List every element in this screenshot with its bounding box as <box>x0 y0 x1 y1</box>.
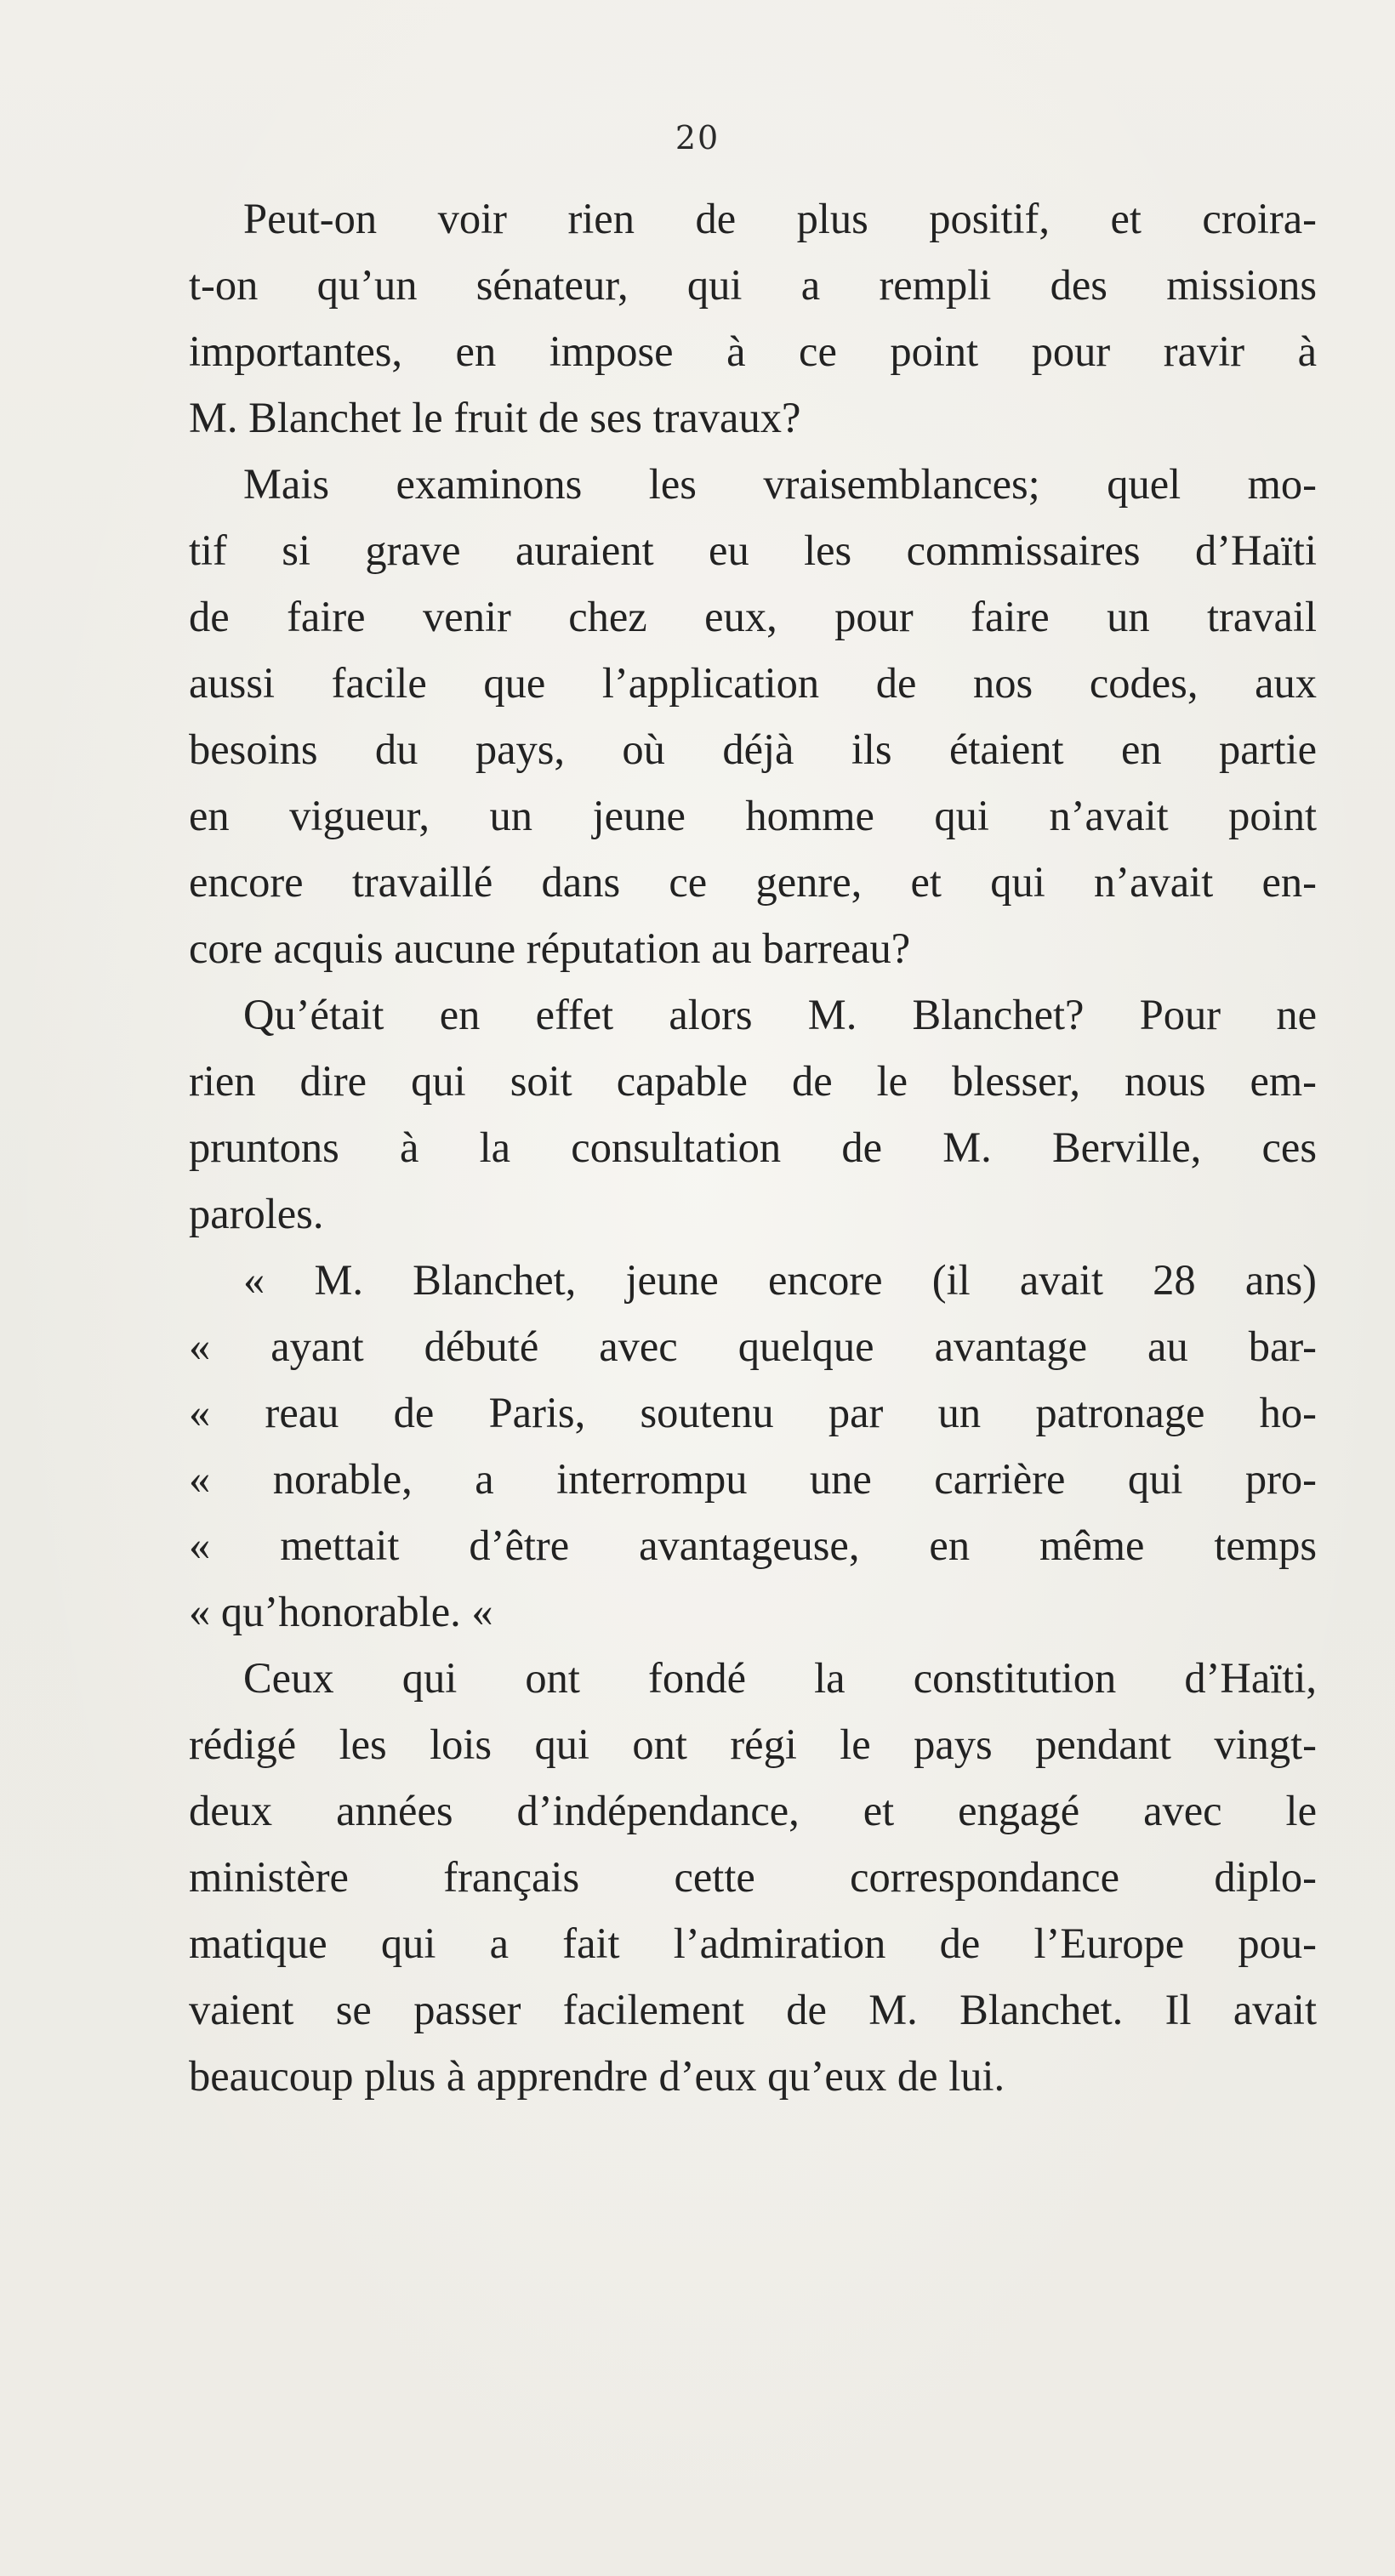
text-line: Mais examinons les vraisemblances; quel mo- <box>243 460 1317 508</box>
text-line: beaucoup plus à apprendre d’eux qu’eux de lui. <box>189 2052 1005 2100</box>
text-line: « reau de Paris, soutenu par un patronage ho- <box>189 1389 1317 1436</box>
text-line: aussi facile que l’application de nos codes, aux <box>189 659 1317 707</box>
text-line: besoins du pays, où déjà ils étaient en partie <box>189 725 1317 773</box>
text-line: rédigé les lois qui ont régi le pays pendant vingt- <box>189 1720 1317 1768</box>
text-line: pruntons à la consultation de M. Berville, ces <box>189 1123 1317 1171</box>
text-line: deux années d’indépendance, et engagé avec le <box>189 1787 1317 1834</box>
text-line: matique qui a fait l’admiration de l’Europe pou- <box>189 1919 1317 1967</box>
text-line: core acquis aucune réputation au barreau? <box>189 924 911 972</box>
body-text <box>189 185 1317 2109</box>
text-line: « ayant débuté avec quelque avantage au bar- <box>189 1322 1317 1370</box>
text-line: paroles. <box>189 1190 324 1237</box>
text-line: Qu’était en effet alors M. Blanchet? Pour ne <box>243 991 1317 1038</box>
text-line: encore travaillé dans ce genre, et qui n’avait en- <box>189 858 1317 906</box>
text-line: « norable, a interrompu une carrière qui pro- <box>189 1455 1317 1503</box>
text-line: t-on qu’un sénateur, qui a rempli des missions <box>189 261 1317 309</box>
text-line: ministère français cette correspondance diplo- <box>189 1853 1317 1901</box>
text-line: « mettait d’être avantageuse, en même temps <box>189 1521 1317 1569</box>
text-line: importantes, en impose à ce point pour ravir à <box>189 327 1317 375</box>
text-line: « M. Blanchet, jeune encore (il avait 28 ans) <box>243 1256 1317 1304</box>
text-line: tif si grave auraient eu les commissaires d’Haïti <box>189 526 1317 574</box>
text-line: M. Blanchet le fruit de ses travaux? <box>189 394 801 441</box>
text-line: rien dire qui soit capable de le blesser, nous em- <box>189 1057 1317 1105</box>
text-line: vaient se passer facilement de M. Blanchet. Il avait <box>189 1986 1317 2033</box>
text-line: « qu’honorable. « <box>189 1588 493 1635</box>
text-line: Peut-on voir rien de plus positif, et croira- <box>243 195 1317 242</box>
text-line: Ceux qui ont fondé la constitution d’Haïti, <box>243 1654 1317 1702</box>
page-number: 20 <box>675 119 720 156</box>
text-line: de faire venir chez eux, pour faire un travail <box>189 593 1317 640</box>
text-line: en vigueur, un jeune homme qui n’avait point <box>189 792 1317 839</box>
